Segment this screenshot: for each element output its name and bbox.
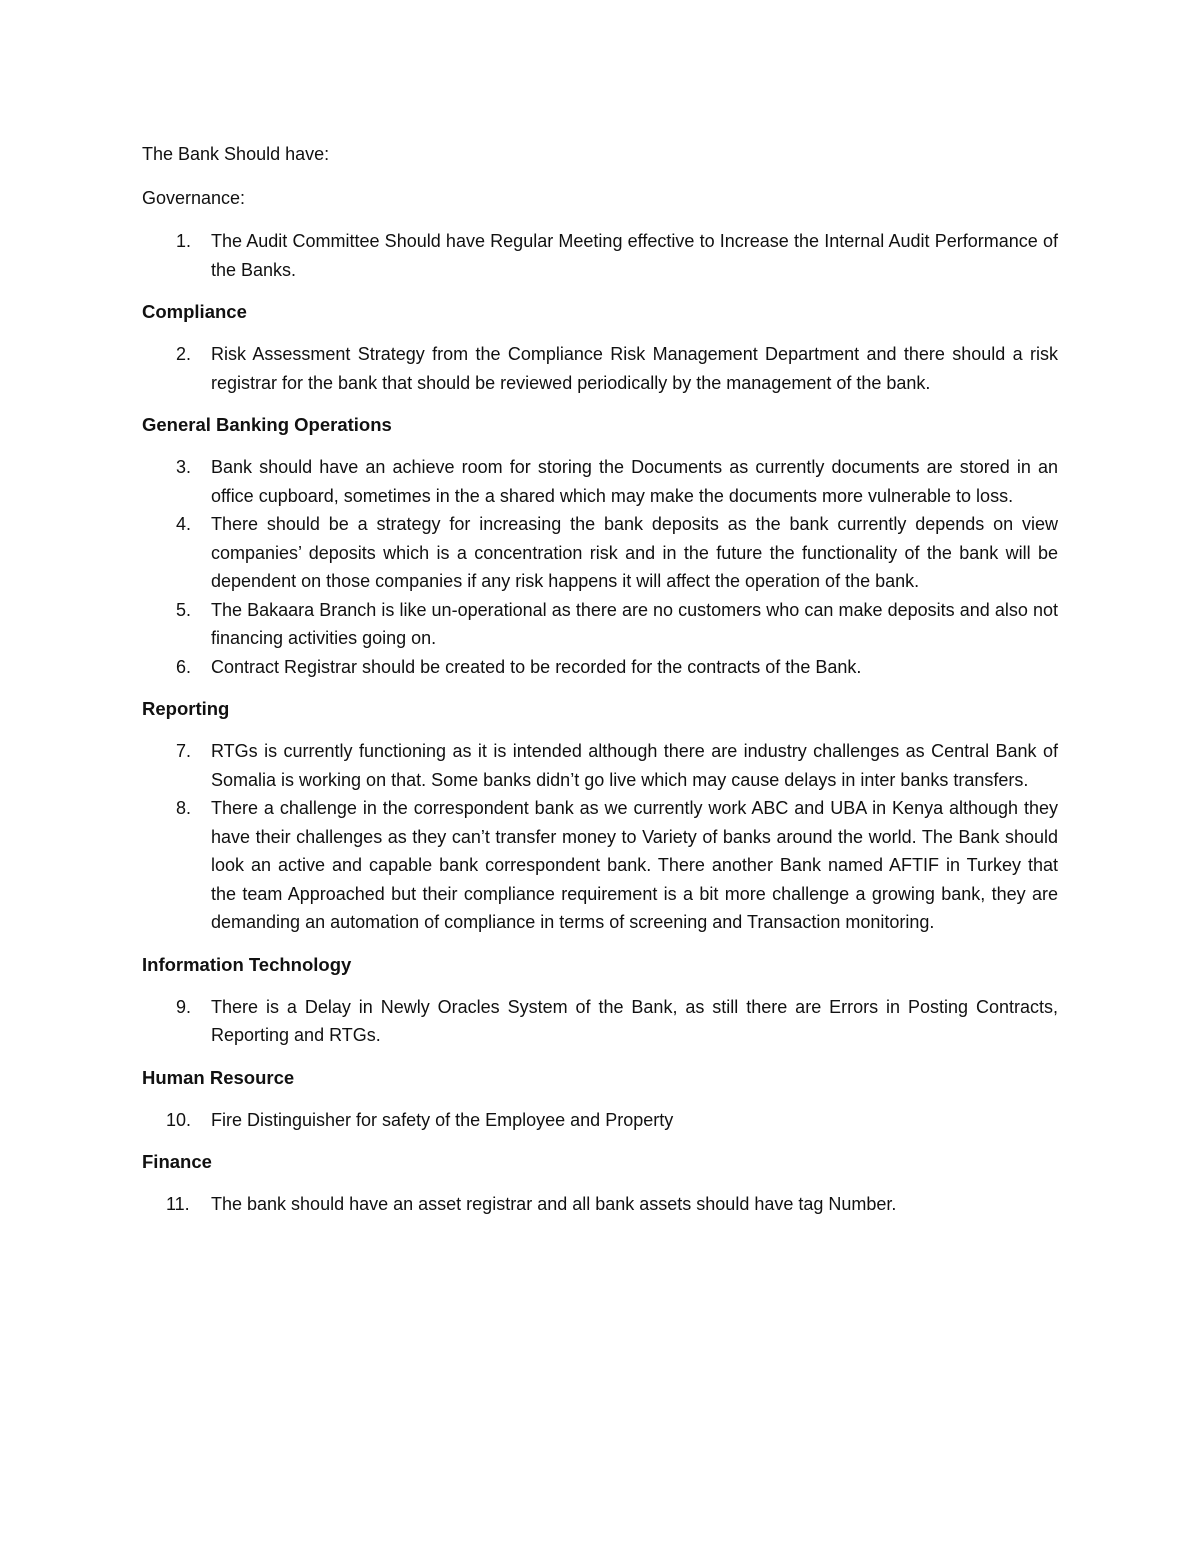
list-item bbox=[142, 1190, 1058, 1219]
section-title-information-technology: Information Technology bbox=[142, 953, 352, 975]
list-item bbox=[142, 340, 1058, 397]
intro-text: The Bank Should have: bbox=[142, 144, 330, 164]
item-text: The Audit Committee Should have Regular Meeting effective to Increase the Internal Audit Performance of the Banks. bbox=[211, 231, 1058, 280]
list-item bbox=[142, 227, 1058, 284]
list-item bbox=[142, 993, 1058, 1050]
item-number: 8. bbox=[176, 798, 192, 818]
list-item bbox=[142, 653, 1058, 682]
list-item bbox=[142, 794, 1058, 937]
list-item bbox=[142, 596, 1058, 653]
governance-list bbox=[142, 227, 1058, 284]
it-list bbox=[142, 993, 1058, 1050]
item-number: 9. bbox=[176, 996, 192, 1017]
section-title-reporting: Reporting bbox=[142, 698, 230, 719]
section-title-general-banking: General Banking Operations bbox=[142, 414, 392, 435]
list-item bbox=[142, 737, 1058, 794]
item-number: 3. bbox=[176, 457, 192, 477]
item-number: 7. bbox=[176, 741, 192, 761]
item-number: 1. bbox=[176, 231, 192, 251]
item-number: 5. bbox=[176, 599, 192, 620]
compliance-list bbox=[142, 340, 1058, 397]
document-page bbox=[142, 140, 1058, 1233]
reporting-list bbox=[142, 737, 1058, 937]
item-text: Fire Distinguisher for safety of the Employee and Property bbox=[211, 1109, 674, 1130]
item-number: 4. bbox=[176, 514, 192, 534]
item-text: There is a Delay in Newly Oracles System of the Bank, as still there are Errors in Posting Contracts, Reporting and RTGs. bbox=[211, 996, 1058, 1045]
item-text: There should be a strategy for increasing the bank deposits as the bank currently depends on view companies’ deposits which is a concentration risk and in the future the functionality of the bank will be dependent on those companies if any risk happens it will affect the operation of the bank. bbox=[211, 514, 1058, 591]
item-text: RTGs is currently functioning as it is intended although there are industry challenges as Central Bank of Somalia is working on that. Some banks didn’t go live which may cause delays in inter banks transfers. bbox=[211, 741, 1058, 790]
item-text: Risk Assessment Strategy from the Compliance Risk Management Department and there should a risk registrar for the bank that should be reviewed periodically by the management of the bank. bbox=[211, 344, 1058, 393]
item-text: The Bakaara Branch is like un-operational as there are no customers who can make deposits and also not financing activities going on. bbox=[211, 599, 1058, 648]
item-text: Bank should have an achieve room for storing the Documents as currently documents are stored in an office cupboard, sometimes in the a shared which may make the documents more vulnerable to loss. bbox=[211, 457, 1058, 506]
general-banking-list bbox=[142, 453, 1058, 681]
human-resource-list bbox=[142, 1106, 1058, 1135]
list-item bbox=[142, 510, 1058, 596]
item-number: 10. bbox=[166, 1109, 192, 1130]
list-item bbox=[142, 1106, 1058, 1135]
finance-list bbox=[142, 1190, 1058, 1219]
item-text: The bank should have an asset registrar and all bank assets should have tag Number. bbox=[211, 1194, 897, 1214]
section-title-human-resource: Human Resource bbox=[142, 1066, 295, 1088]
section-title-governance: Governance: bbox=[142, 187, 246, 208]
item-number: 11. bbox=[166, 1194, 190, 1214]
item-number: 2. bbox=[176, 344, 192, 364]
section-title-compliance: Compliance bbox=[142, 301, 247, 322]
item-number: 6. bbox=[176, 656, 192, 677]
list-item bbox=[142, 453, 1058, 510]
section-title-finance: Finance bbox=[142, 1151, 212, 1172]
item-text: There a challenge in the correspondent bank as we currently work ABC and UBA in Kenya although they have their challenges as they can’t transfer money to Variety of banks around the world. The Bank should look an active and capable bank correspondent bank. There another Bank named AFTIF in Turkey that the team Approached but their compliance requirement is a bit more challenge a growing bank, they are demanding an automation of compliance in terms of screening and Transaction monitoring. bbox=[211, 798, 1058, 932]
item-text: Contract Registrar should be created to be recorded for the contracts of the Bank. bbox=[211, 656, 862, 677]
